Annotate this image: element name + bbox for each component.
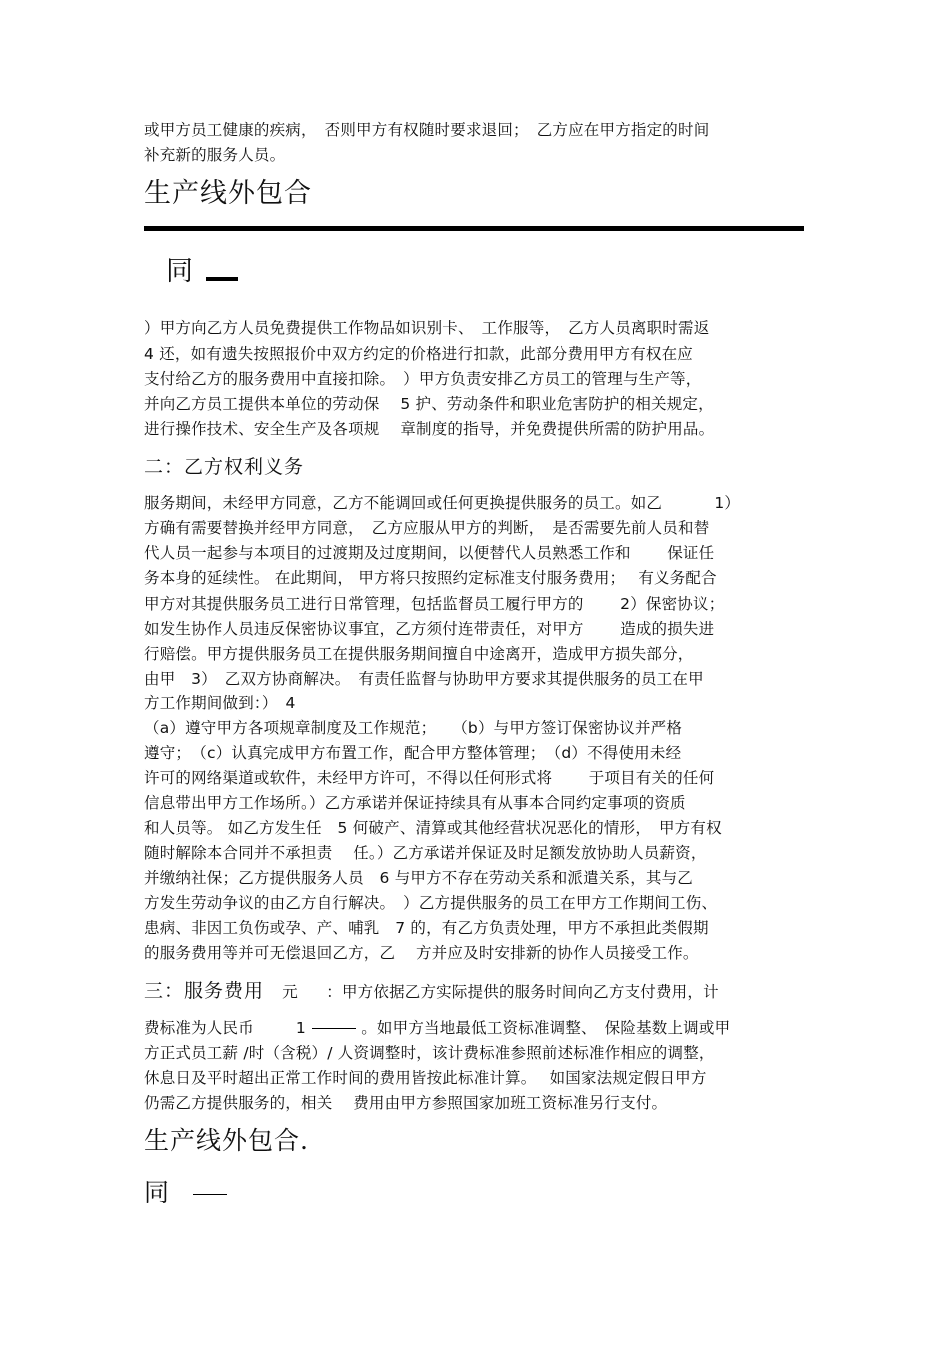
paragraph-line: 进行操作技术、安全生产及各项规 章制度的指导，并免费提供所需的防护用品。 (144, 420, 715, 438)
amount-value: 1 (295, 1019, 306, 1037)
paragraph-line: 休息日及平时超出正常工作时间的费用皆按此标准计算。 如国家法规定假日甲方 (144, 1069, 707, 1087)
title-rule (144, 226, 804, 231)
document-title: 生产线外包合 (144, 178, 312, 209)
section-heading: 三：服务费用 (144, 980, 265, 1002)
paragraph-line: 许可的网络渠道或软件，未经甲方许可，不得以任何形式将 于项目有关的任何 (144, 769, 715, 787)
paragraph-line: ）甲方向乙方人员免费提供工作物品如识别卡、 工作服等， 乙方人员离职时需返 (144, 319, 710, 337)
paragraph-line: 代人员一起参与本项目的过渡期及过度期间，以便替代人员熟悉工作和 保证任 (144, 544, 715, 562)
paragraph-line: 或甲方员工健康的疾病， 否则甲方有权随时要求退回； 乙方应在甲方指定的时间 (144, 121, 710, 139)
paragraph-line: 随时解除本合同并不承担责 任。）乙方承诺并保证及时足额发放协助人员薪资， (144, 844, 707, 862)
document-title-repeat-continued (144, 1176, 227, 1210)
paragraph-line: 支付给乙方的服务费用中直接扣除。 ）甲方负责安排乙方员工的管理与生产等， (144, 370, 702, 388)
document-title-continued (166, 255, 238, 289)
title-char: 同 (144, 1178, 171, 1207)
paragraph-text: ：甲方依据乙方实际提供的服务时间向乙方支付费用，计 (326, 983, 719, 1001)
unit-label: 元 (282, 983, 298, 1001)
paragraph-line: 务本身的延续性。 在此期间， 甲方将只按照约定标准支付服务费用； 有义务配合 (144, 569, 717, 587)
title-dash (206, 277, 238, 281)
paragraph-text: 。如甲方当地最低工资标准调整、 保险基数上调或甲 (361, 1019, 731, 1037)
paragraph-line: 患病、非因工负伤或孕、产、哺乳 7 的，有乙方负责处理，甲方不承担此类假期 (144, 919, 709, 937)
paragraph-line: 并向乙方员工提供本单位的劳动保 5 护、劳动条件和职业危害防护的相关规定， (144, 395, 714, 413)
paragraph-line: 并缴纳社保；乙方提供服务人员 6 与甲方不存在劳动关系和派遣关系，其与乙 (144, 869, 693, 887)
paragraph-line: 补充新的服务人员。 (144, 146, 286, 164)
paragraph-line: 遵守； （c）认真完成甲方布置工作，配合甲方整体管理； （d）不得使用未经 (144, 744, 682, 762)
paragraph-line: 方发生劳动争议的由乙方自行解决。 ）乙方提供服务的员工在甲方工作期间工伤、 (144, 894, 718, 912)
paragraph-line: 信息带出甲方工作场所。）乙方承诺并保证持续具有从事本合同约定事项的资质 (144, 794, 686, 812)
paragraph-line: 服务期间，未经甲方同意，乙方不能调回或任何更换提供服务的员工。如乙 1） (144, 494, 741, 512)
title-dash (193, 1194, 227, 1196)
title-char: 同 (166, 256, 194, 287)
paragraph-line: （a）遵守甲方各项规章制度及工作规范； （b）与甲方签订保密协议并严格 (144, 719, 683, 737)
paragraph-text: 费标准为人民币 (144, 1019, 270, 1037)
paragraph-line: 方确有需要替换并经甲方同意， 乙方应服从甲方的判断， 是否需要先前人员和替 (144, 519, 710, 537)
section-heading: 二：乙方权利义务 (144, 456, 305, 478)
paragraph-line: 行赔偿。甲方提供服务员工在提供服务期间擅自中途离开，造成甲方损失部分， (144, 645, 694, 663)
blank-underline (312, 1028, 356, 1030)
paragraph-line (144, 1018, 730, 1038)
document-title-repeat: 生产线外包合. (144, 1126, 309, 1155)
paragraph-line: 的服务费用等并可无偿退回乙方，乙 方并应及时安排新的协作人员接受工作。 (144, 944, 699, 962)
section-heading-row (144, 978, 719, 1005)
paragraph-line: 方工作期间做到：） 4 (144, 694, 296, 712)
paragraph-line: 甲方对其提供服务员工进行日常管理，包括监督员工履行甲方的 2）保密协议； (144, 595, 725, 613)
paragraph-line: 仍需乙方提供服务的，相关 费用由甲方参照国家加班工资标准另行支付。 (144, 1094, 668, 1112)
paragraph-line: 和人员等。 如乙方发生任 5 何破产、清算或其他经营状况恶化的情形， 甲方有权 (144, 819, 722, 837)
paragraph-line: 如发生协作人员违反保密协议事宜，乙方须付连带责任，对甲方 造成的损失进 (144, 620, 715, 638)
paragraph-line: 4 还，如有遗失按照报价中双方约定的价格进行扣款，此部分费用甲方有权在应 (144, 345, 693, 363)
paragraph-line: 由甲 3） 乙双方协商解决。 有责任监督与协助甲方要求其提供服务的员工在甲 (144, 670, 704, 688)
paragraph-line: 方正式员工薪 /时（含税）/ 人资调整时，该计费标准参照前述标准作相应的调整， (144, 1044, 715, 1062)
